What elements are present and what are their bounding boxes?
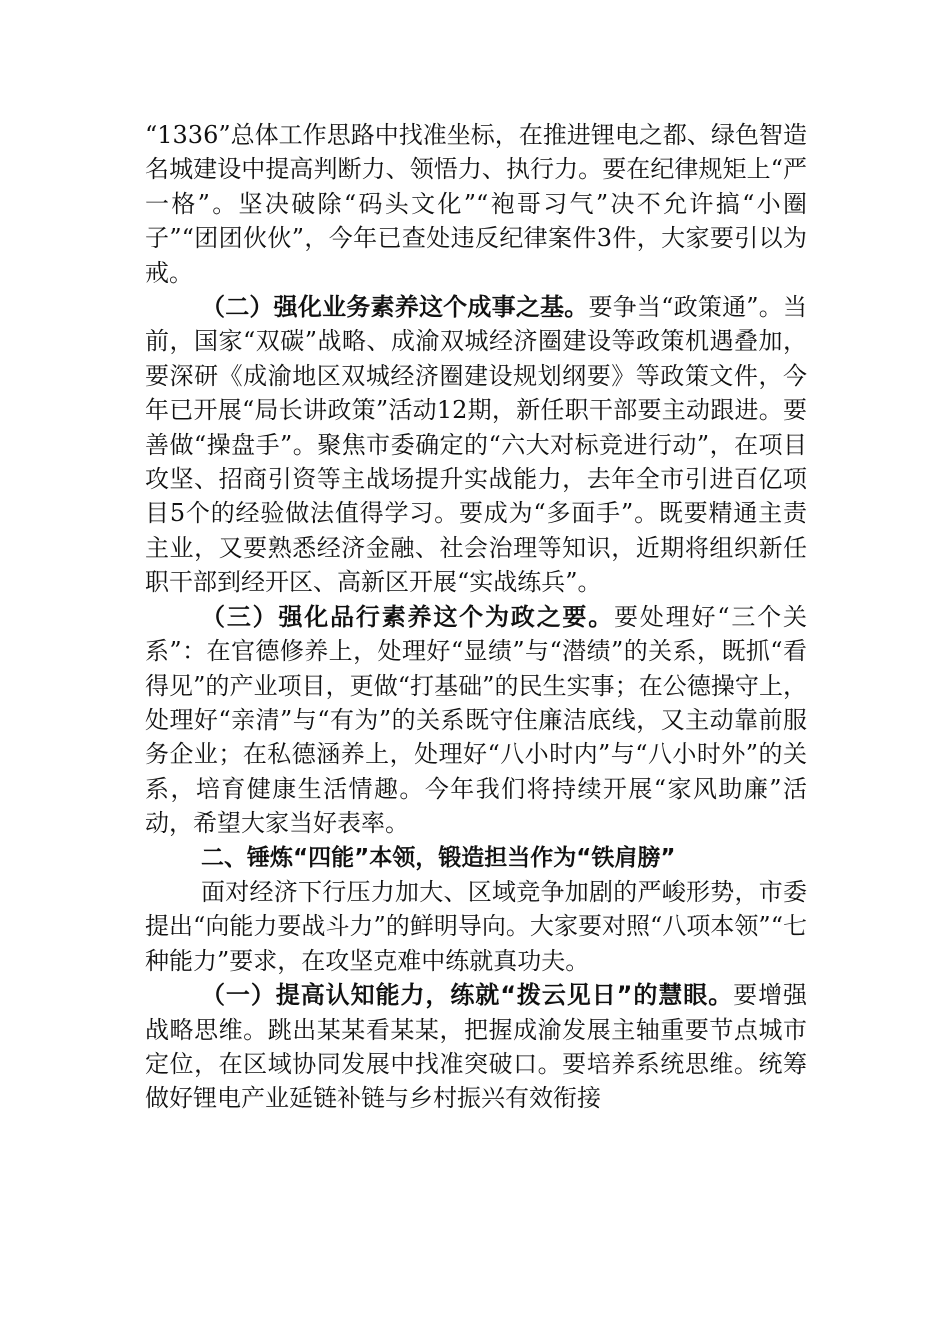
paragraph-text: “1336”总体工作思路中找准坐标，在推进锂电之都、绿色智造名城建设中提高判断力、领悟力、执行力。要在纪律规矩上“严一格”。坚决破除“码头文化”“袍哥习气”决不允许搞“小圈子”“团团伙伙”，今年已查处违反纪律案件3件，大家要引以为戒。 [145, 121, 807, 287]
paragraph-text: 要争当“政策通”。当前，国家“双碳”战略、成渝双城经济圈建设等政策机遇叠加，要深研《成渝地区双城经济圈建设规划纲要》等政策文件，今年已开展“局长讲政策”活动12期，新任职干部要主动跟进。要善做“操盘手”。聚焦市委确定的“六大对标竞进行动”，在项目攻坚、招商引资等主战场提升实战能力，去年全市引进百亿项目5个的经验做法值得学习。要成为“多面手”。既要精通主责主业，又要熟悉经济金融、社会治理等知识，近期将组织新任职干部到经开区、高新区开展“实战练兵”。 [145, 293, 808, 597]
paragraph-heading: （一）提高认知能力，练就“拨云见日”的慧眼。 [201, 981, 734, 1010]
paragraph-cognitive-ability [145, 978, 807, 1116]
paragraph-character-literacy [145, 600, 807, 841]
paragraph-business-literacy [145, 290, 807, 600]
paragraph-heading: （三）强化品行素养这个为政之要。 [201, 602, 615, 631]
paragraph-continuation [145, 118, 807, 290]
paragraph-text: 要处理好“三个关系”：在官德修养上，处理好“显绩”与“潜绩”的关系，既抓“看得见”的产业项目，更做“打基础”的民生实事；在公德操守上，处理好“亲清”与“有为”的关系既守住廉洁底线，又主动靠前服务企业；在私德涵养上，处理好“八小时内”与“八小时外”的关系，培育健康生活情趣。今年我们将持续开展“家风助廉”活动，希望大家当好表率。 [145, 602, 807, 838]
document-page [145, 118, 807, 1116]
paragraph-heading: （二）强化业务素养这个成事之基。 [201, 293, 589, 322]
section-heading: 二、锤炼“四能”本领，锻造担当作为“铁肩膀” [201, 844, 676, 871]
paragraph-text: 面对经济下行压力加大、区域竞争加剧的严峻形势，市委提出“向能力要战斗力”的鲜明导向。大家要对照“八项本领”“七种能力”要求，在攻坚克难中练就真功夫。 [145, 877, 807, 975]
paragraph-text: 要增强战略思维。跳出某某看某某，把握成渝发展主轴重要节点城市定位，在区域协同发展中找准突破口。要培养系统思维。统筹做好锂电产业延链补链与乡村振兴有效衔接 [145, 981, 808, 1113]
paragraph-section-intro [145, 875, 807, 978]
